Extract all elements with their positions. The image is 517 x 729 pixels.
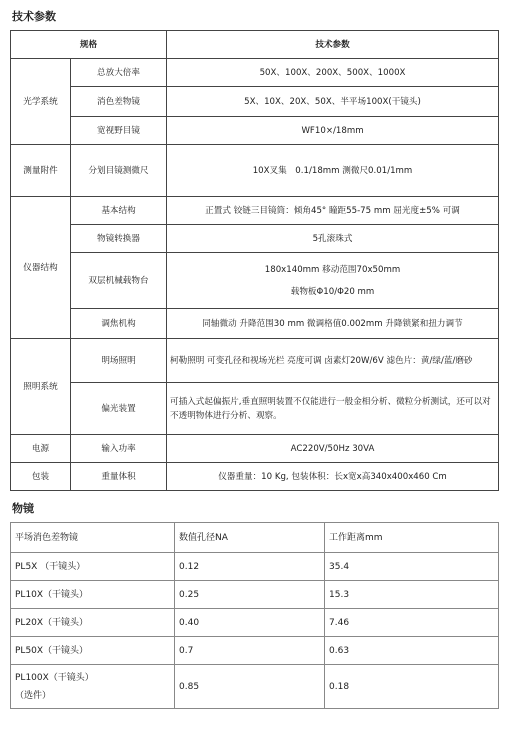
table-row — [11, 581, 499, 609]
objective-name-line: PL100X（干镜头） — [15, 672, 94, 683]
group-pack: 包装 — [11, 463, 71, 491]
table-row — [11, 609, 499, 637]
row-name: 双层机械载物台 — [71, 253, 167, 309]
table-row — [11, 117, 499, 145]
objective-wd: 15.3 — [325, 581, 499, 609]
row-value — [167, 253, 499, 309]
objective-name: PL5X （干镜头） — [11, 553, 175, 581]
objective-name: PL50X（干镜头） — [11, 637, 175, 665]
group-measure: 测量附件 — [11, 145, 71, 197]
table-row — [11, 59, 499, 87]
row-value-line: 180x140mm 移动范围70x50mm — [264, 264, 401, 275]
objective-name: PL20X（干镜头） — [11, 609, 175, 637]
table-row — [11, 665, 499, 709]
row-value: 10X叉集 0.1/18mm 测微尺0.01/1mm — [167, 145, 499, 197]
objective-na: 0.25 — [175, 581, 325, 609]
table-row — [11, 637, 499, 665]
objective-na: 0.40 — [175, 609, 325, 637]
table-row — [11, 339, 499, 383]
table-row — [11, 553, 499, 581]
objective-name: PL10X（干镜头） — [11, 581, 175, 609]
table-row — [11, 253, 499, 309]
objective-table — [10, 522, 499, 709]
objective-wd: 35.4 — [325, 553, 499, 581]
objective-name — [11, 665, 175, 709]
row-name: 分划目镜测微尺 — [71, 145, 167, 197]
row-value: AC220V/50Hz 30VA — [167, 435, 499, 463]
group-optics: 光学系统 — [11, 59, 71, 145]
objective-wd: 0.63 — [325, 637, 499, 665]
spec-header-spec: 规格 — [11, 31, 167, 59]
objective-header: 工作距离mm — [325, 523, 499, 553]
objective-na: 0.7 — [175, 637, 325, 665]
objective-wd: 7.46 — [325, 609, 499, 637]
objective-name-note: （选件） — [15, 690, 52, 701]
row-name: 总放大倍率 — [71, 59, 167, 87]
objective-na: 0.85 — [175, 665, 325, 709]
row-name: 重量体积 — [71, 463, 167, 491]
row-value: 柯勒照明 可变孔径和视场光栏 亮度可调 卤素灯20W/6V 滤色片：黄/绿/蓝/磨砂 — [167, 339, 499, 383]
spec-header-row — [11, 31, 499, 59]
group-power: 电源 — [11, 435, 71, 463]
group-structure: 仪器结构 — [11, 197, 71, 339]
row-name: 偏光装置 — [71, 383, 167, 435]
row-name: 消色差物镜 — [71, 87, 167, 117]
row-name: 基本结构 — [71, 197, 167, 225]
table-row — [11, 435, 499, 463]
objective-header: 数值孔径NA — [175, 523, 325, 553]
row-value-line: 载物板Φ10/Φ20 mm — [290, 286, 375, 297]
row-name: 输入功率 — [71, 435, 167, 463]
spec-header-params: 技术参数 — [167, 31, 499, 59]
row-value: 同轴微动 升降范围30 mm 微调格值0.002mm 升降锁紧和扭力调节 — [167, 309, 499, 339]
row-value: 正置式 铰链三目镜筒：倾角45° 瞳距55-75 mm 屈光度±5% 可调 — [167, 197, 499, 225]
table-row — [11, 197, 499, 225]
table-row — [11, 87, 499, 117]
table-row — [11, 309, 499, 339]
spec-section-title: 技术参数 — [12, 10, 56, 23]
row-name: 宽视野目镜 — [71, 117, 167, 145]
objective-na: 0.12 — [175, 553, 325, 581]
row-name: 调焦机构 — [71, 309, 167, 339]
objective-header: 平场消色差物镜 — [11, 523, 175, 553]
table-row — [11, 145, 499, 197]
objective-wd: 0.18 — [325, 665, 499, 709]
objective-section-title: 物镜 — [12, 502, 34, 515]
row-name: 明场照明 — [71, 339, 167, 383]
table-row — [11, 225, 499, 253]
table-row — [11, 383, 499, 435]
row-value: 仪器重量：10 Kg, 包装体积：长x宽x高340x400x460 Cm — [167, 463, 499, 491]
table-row — [11, 463, 499, 491]
row-value: WF10×/18mm — [167, 117, 499, 145]
row-name: 物镜转换器 — [71, 225, 167, 253]
row-value: 可插入式起偏振片,垂直照明装置不仅能进行一般金相分析、微粒分析测试，还可以对不透明物体进行分析、观察。 — [167, 383, 499, 435]
objective-header-row — [11, 523, 499, 553]
row-value: 50X、100X、200X、500X、1000X — [167, 59, 499, 87]
row-value: 5孔滚珠式 — [167, 225, 499, 253]
spec-table — [10, 30, 499, 491]
group-illum: 照明系统 — [11, 339, 71, 435]
row-value: 5X、10X、20X、50X、半平场100X(干镜头) — [167, 87, 499, 117]
